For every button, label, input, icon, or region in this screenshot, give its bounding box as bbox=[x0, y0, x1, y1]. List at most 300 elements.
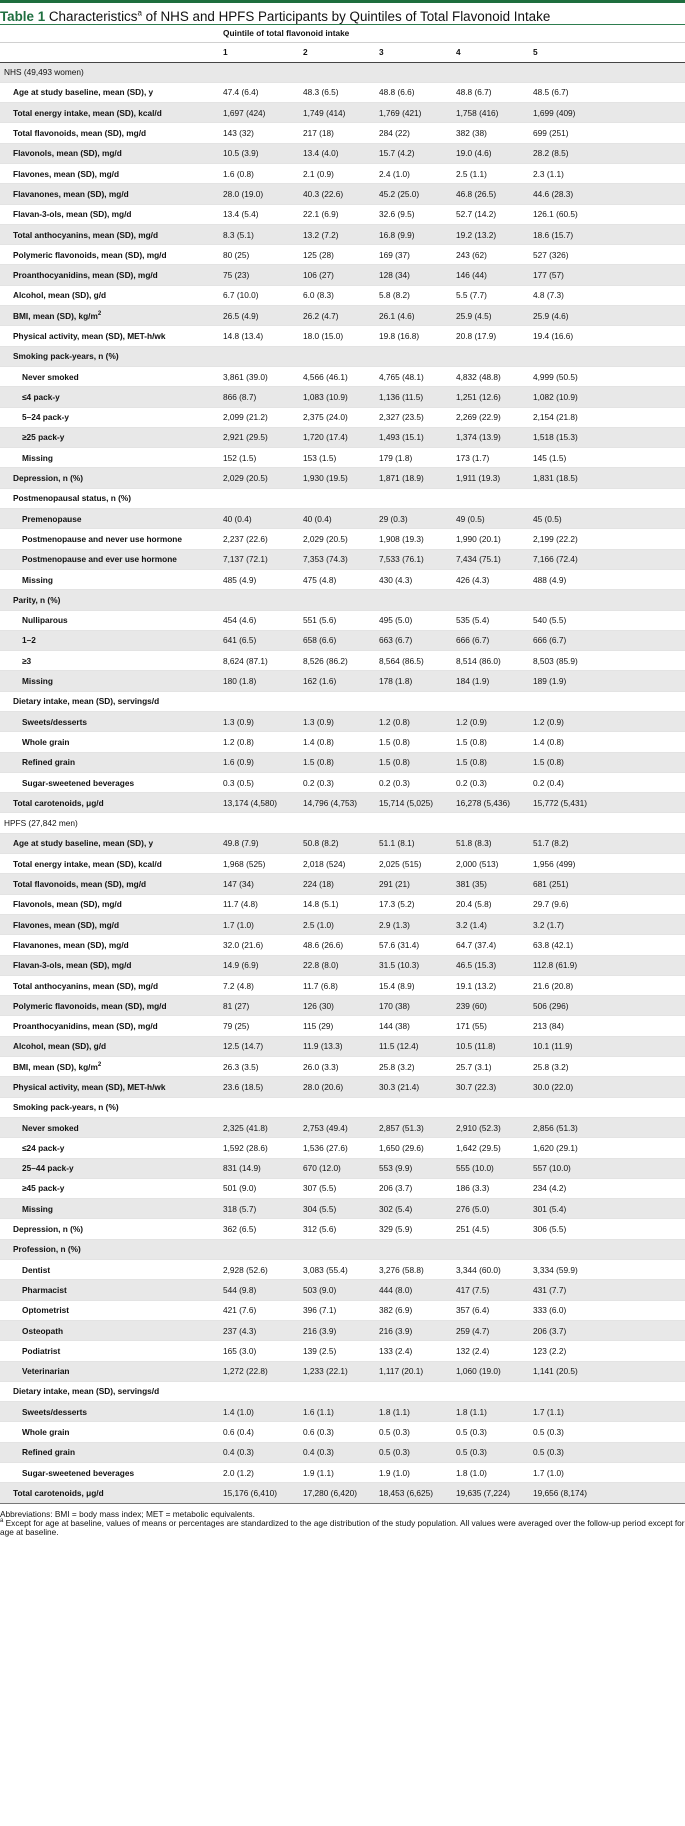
cell-value: 2.5 (1.1) bbox=[456, 163, 533, 183]
cell-value: 2,753 (49.4) bbox=[303, 1117, 379, 1137]
row-label-text: Postmenopausal status, n (%) bbox=[13, 493, 132, 504]
cell-value: 1.5 (0.8) bbox=[456, 732, 533, 752]
row-label-text: ≥45 pack-y bbox=[22, 1183, 65, 1194]
cell-value: 1,758 (416) bbox=[456, 103, 533, 123]
cell-value: 180 (1.8) bbox=[223, 671, 303, 691]
group-header-row bbox=[0, 1239, 685, 1259]
table-row bbox=[0, 651, 685, 671]
cell-value: 1.2 (0.8) bbox=[379, 712, 456, 732]
cell-value: 1,374 (13.9) bbox=[456, 427, 533, 447]
cell-value: 1,911 (19.3) bbox=[456, 468, 533, 488]
cell-value: 133 (2.4) bbox=[379, 1341, 456, 1361]
cell-value bbox=[303, 813, 379, 833]
row-label bbox=[0, 1138, 223, 1158]
cell-value: 333 (6.0) bbox=[533, 1300, 685, 1320]
cell-value: 13.4 (5.4) bbox=[223, 204, 303, 224]
row-label-text: 25–44 pack-y bbox=[22, 1163, 74, 1174]
table-row bbox=[0, 874, 685, 894]
cell-value: 49 (0.5) bbox=[456, 509, 533, 529]
cell-value: 64.7 (37.4) bbox=[456, 935, 533, 955]
cell-value: 51.1 (8.1) bbox=[379, 833, 456, 853]
cell-value: 19,656 (8,174) bbox=[533, 1483, 685, 1503]
cell-value: 2.4 (1.0) bbox=[379, 163, 456, 183]
cell-value: 143 (32) bbox=[223, 123, 303, 143]
quintile-header: 1 bbox=[223, 42, 303, 62]
cell-value: 1.6 (0.8) bbox=[223, 163, 303, 183]
cell-value: 527 (326) bbox=[533, 245, 685, 265]
cell-value: 51.8 (8.3) bbox=[456, 833, 533, 853]
cell-value bbox=[456, 813, 533, 833]
row-label bbox=[0, 1341, 223, 1361]
cell-value: 14.9 (6.9) bbox=[223, 955, 303, 975]
row-label-text: Total carotenoids, μg/d bbox=[13, 1487, 104, 1498]
cell-value: 551 (5.6) bbox=[303, 610, 379, 630]
cell-value: 259 (4.7) bbox=[456, 1320, 533, 1340]
cell-value: 1,831 (18.5) bbox=[533, 468, 685, 488]
cell-value bbox=[379, 1381, 456, 1401]
row-label bbox=[0, 691, 223, 711]
cell-value: 48.6 (26.6) bbox=[303, 935, 379, 955]
cell-value: 40 (0.4) bbox=[223, 509, 303, 529]
cell-value bbox=[533, 813, 685, 833]
cell-value: 0.5 (0.3) bbox=[456, 1422, 533, 1442]
unit-superscript: 2 bbox=[97, 310, 102, 317]
cell-value: 147 (34) bbox=[223, 874, 303, 894]
cell-value: 0.6 (0.3) bbox=[303, 1422, 379, 1442]
cell-value: 30.7 (22.3) bbox=[456, 1077, 533, 1097]
cell-value: 430 (4.3) bbox=[379, 569, 456, 589]
cell-value: 1,518 (15.3) bbox=[533, 427, 685, 447]
table-row bbox=[0, 184, 685, 204]
row-label-text: Missing bbox=[22, 676, 53, 687]
cell-value: 2,325 (41.8) bbox=[223, 1117, 303, 1137]
cell-value: 306 (5.5) bbox=[533, 1219, 685, 1239]
cell-value: 1.5 (0.8) bbox=[456, 752, 533, 772]
cell-value: 19.2 (13.2) bbox=[456, 224, 533, 244]
cell-value: 25.8 (3.2) bbox=[533, 1057, 685, 1077]
cell-value: 329 (5.9) bbox=[379, 1219, 456, 1239]
table-row bbox=[0, 772, 685, 792]
row-label bbox=[0, 610, 223, 630]
row-label-text: Flavanones, mean (SD), mg/d bbox=[13, 188, 129, 199]
cell-value bbox=[379, 1097, 456, 1117]
row-label bbox=[0, 468, 223, 488]
row-label-text: Flavonols, mean (SD), mg/d bbox=[13, 148, 122, 159]
cell-value: 7.2 (4.8) bbox=[223, 975, 303, 995]
cell-value: 40.3 (22.6) bbox=[303, 184, 379, 204]
row-label bbox=[0, 306, 223, 326]
cell-value: 165 (3.0) bbox=[223, 1341, 303, 1361]
table-row bbox=[0, 833, 685, 853]
cell-value: 13.4 (4.0) bbox=[303, 143, 379, 163]
cell-value: 1,968 (525) bbox=[223, 854, 303, 874]
cell-value: 318 (5.7) bbox=[223, 1199, 303, 1219]
table-row bbox=[0, 996, 685, 1016]
cell-value: 382 (6.9) bbox=[379, 1300, 456, 1320]
cell-value: 681 (251) bbox=[533, 874, 685, 894]
cell-value: 46.5 (15.3) bbox=[456, 955, 533, 975]
row-label bbox=[0, 184, 223, 204]
table-row bbox=[0, 935, 685, 955]
table-row bbox=[0, 448, 685, 468]
row-label-text: Alcohol, mean (SD), g/d bbox=[13, 290, 107, 301]
cell-value: 14.8 (5.1) bbox=[303, 894, 379, 914]
characteristics-table bbox=[0, 25, 685, 1504]
cell-value: 1,592 (28.6) bbox=[223, 1138, 303, 1158]
cell-value: 25.7 (3.1) bbox=[456, 1057, 533, 1077]
table-row bbox=[0, 285, 685, 305]
cell-value: 1,272 (22.8) bbox=[223, 1361, 303, 1381]
cell-value: 666 (6.7) bbox=[533, 630, 685, 650]
cell-value: 46.8 (26.5) bbox=[456, 184, 533, 204]
row-label bbox=[0, 1199, 223, 1219]
row-label bbox=[0, 833, 223, 853]
row-label bbox=[0, 1117, 223, 1137]
row-label bbox=[0, 1016, 223, 1036]
cell-value bbox=[379, 1239, 456, 1259]
row-label bbox=[0, 975, 223, 995]
row-label-text: ≥25 pack-y bbox=[22, 432, 65, 443]
table-row bbox=[0, 671, 685, 691]
row-label bbox=[0, 62, 223, 82]
table-row bbox=[0, 1422, 685, 1442]
cell-value: 11.7 (6.8) bbox=[303, 975, 379, 995]
row-label bbox=[0, 1260, 223, 1280]
table-row bbox=[0, 1117, 685, 1137]
cell-value bbox=[456, 691, 533, 711]
cell-value: 170 (38) bbox=[379, 996, 456, 1016]
row-label bbox=[0, 1178, 223, 1198]
row-label bbox=[0, 509, 223, 529]
cell-value: 2,000 (513) bbox=[456, 854, 533, 874]
cell-value: 52.7 (14.2) bbox=[456, 204, 533, 224]
cell-value: 19.0 (4.6) bbox=[456, 143, 533, 163]
cell-value: 145 (1.5) bbox=[533, 448, 685, 468]
cell-value bbox=[456, 1381, 533, 1401]
cell-value: 48.3 (6.5) bbox=[303, 82, 379, 102]
table-row bbox=[0, 1158, 685, 1178]
cell-value bbox=[379, 691, 456, 711]
cell-value bbox=[303, 590, 379, 610]
table-row bbox=[0, 1016, 685, 1036]
row-label bbox=[0, 914, 223, 934]
group-header-row bbox=[0, 346, 685, 366]
table-row bbox=[0, 468, 685, 488]
row-label-text: Flavan-3-ols, mean (SD), mg/d bbox=[13, 209, 132, 220]
cell-value: 237 (4.3) bbox=[223, 1320, 303, 1340]
header-row-quintiles bbox=[0, 42, 685, 62]
cell-value: 5.8 (8.2) bbox=[379, 285, 456, 305]
row-label bbox=[0, 245, 223, 265]
row-label bbox=[0, 569, 223, 589]
cell-value: 11.7 (4.8) bbox=[223, 894, 303, 914]
group-header-row bbox=[0, 1097, 685, 1117]
row-label bbox=[0, 793, 223, 813]
unit-superscript: 2 bbox=[97, 1061, 102, 1068]
cell-value: 304 (5.5) bbox=[303, 1199, 379, 1219]
cell-value: 2,099 (21.2) bbox=[223, 407, 303, 427]
cell-value: 3,083 (55.4) bbox=[303, 1260, 379, 1280]
cell-value: 1,251 (12.6) bbox=[456, 387, 533, 407]
cell-value: 666 (6.7) bbox=[456, 630, 533, 650]
cell-value: 553 (9.9) bbox=[379, 1158, 456, 1178]
cell-value: 1,720 (17.4) bbox=[303, 427, 379, 447]
table-row bbox=[0, 1341, 685, 1361]
cell-value: 216 (3.9) bbox=[379, 1320, 456, 1340]
row-label-text: Polymeric flavonoids, mean (SD), mg/d bbox=[13, 1000, 167, 1011]
cell-value: 0.2 (0.3) bbox=[456, 772, 533, 792]
cell-value: 866 (8.7) bbox=[223, 387, 303, 407]
cell-value: 506 (296) bbox=[533, 996, 685, 1016]
cell-value: 178 (1.8) bbox=[379, 671, 456, 691]
cell-value: 2,375 (24.0) bbox=[303, 407, 379, 427]
cell-value: 179 (1.8) bbox=[379, 448, 456, 468]
row-label bbox=[0, 529, 223, 549]
cell-value: 1,908 (19.3) bbox=[379, 529, 456, 549]
table-row bbox=[0, 1483, 685, 1503]
row-label-text: Total energy intake, mean (SD), kcal/d bbox=[13, 858, 162, 869]
cell-value: 0.5 (0.3) bbox=[533, 1442, 685, 1462]
cell-value: 45.2 (25.0) bbox=[379, 184, 456, 204]
cell-value: 1.5 (0.8) bbox=[379, 752, 456, 772]
table-row bbox=[0, 975, 685, 995]
table-row bbox=[0, 123, 685, 143]
row-label bbox=[0, 1036, 223, 1056]
row-label-text: HPFS (27,842 men) bbox=[4, 818, 78, 829]
cell-value: 1,930 (19.5) bbox=[303, 468, 379, 488]
row-label bbox=[0, 732, 223, 752]
cell-value: 15,772 (5,431) bbox=[533, 793, 685, 813]
cell-value: 79 (25) bbox=[223, 1016, 303, 1036]
cell-value: 0.4 (0.3) bbox=[223, 1442, 303, 1462]
cell-value: 475 (4.8) bbox=[303, 569, 379, 589]
cell-value: 153 (1.5) bbox=[303, 448, 379, 468]
row-label-text: Veterinarian bbox=[22, 1366, 70, 1377]
row-label-text: Smoking pack-years, n (%) bbox=[13, 1102, 119, 1113]
cell-value: 1.9 (1.0) bbox=[379, 1462, 456, 1482]
cell-value bbox=[303, 1381, 379, 1401]
cell-value: 421 (7.6) bbox=[223, 1300, 303, 1320]
row-label-text: ≥3 bbox=[22, 655, 32, 666]
cell-value: 29.7 (9.6) bbox=[533, 894, 685, 914]
cell-value: 8.3 (5.1) bbox=[223, 224, 303, 244]
cell-value: 169 (37) bbox=[379, 245, 456, 265]
row-label bbox=[0, 1239, 223, 1259]
header-blank bbox=[0, 42, 223, 62]
cell-value: 2,928 (52.6) bbox=[223, 1260, 303, 1280]
row-label bbox=[0, 1219, 223, 1239]
row-label-text: Profession, n (%) bbox=[13, 1244, 81, 1255]
table-row bbox=[0, 793, 685, 813]
table-row bbox=[0, 1402, 685, 1422]
cell-value bbox=[456, 1239, 533, 1259]
cell-value bbox=[303, 1097, 379, 1117]
table-row bbox=[0, 306, 685, 326]
cell-value: 15,714 (5,025) bbox=[379, 793, 456, 813]
cell-value: 426 (4.3) bbox=[456, 569, 533, 589]
cell-value: 18.0 (15.0) bbox=[303, 326, 379, 346]
row-label bbox=[0, 346, 223, 366]
cell-value: 30.3 (21.4) bbox=[379, 1077, 456, 1097]
row-label-text: Polymeric flavonoids, mean (SD), mg/d bbox=[13, 249, 167, 260]
cell-value bbox=[533, 346, 685, 366]
cell-value: 18.6 (15.7) bbox=[533, 224, 685, 244]
row-label bbox=[0, 772, 223, 792]
cell-value: 29 (0.3) bbox=[379, 509, 456, 529]
row-label bbox=[0, 265, 223, 285]
cell-value bbox=[303, 62, 379, 82]
cell-value: 1.8 (1.1) bbox=[456, 1402, 533, 1422]
cell-value: 4,566 (46.1) bbox=[303, 366, 379, 386]
row-label bbox=[0, 123, 223, 143]
row-label-text: Pharmacist bbox=[22, 1284, 67, 1295]
cell-value: 19,635 (7,224) bbox=[456, 1483, 533, 1503]
footnote-marker: a bbox=[0, 1518, 4, 1525]
row-label-text: Sweets/desserts bbox=[22, 716, 88, 727]
row-label-text: BMI, mean (SD), kg/m bbox=[13, 310, 98, 321]
cell-value bbox=[533, 488, 685, 508]
cell-value: 0.2 (0.3) bbox=[379, 772, 456, 792]
cell-value: 206 (3.7) bbox=[379, 1178, 456, 1198]
cell-value: 1.4 (0.8) bbox=[533, 732, 685, 752]
row-label bbox=[0, 1077, 223, 1097]
cell-value: 382 (38) bbox=[456, 123, 533, 143]
row-label bbox=[0, 1462, 223, 1482]
cell-value: 431 (7.7) bbox=[533, 1280, 685, 1300]
cell-value: 2,237 (22.6) bbox=[223, 529, 303, 549]
row-label-text: Flavonols, mean (SD), mg/d bbox=[13, 899, 122, 910]
cell-value: 1.2 (0.8) bbox=[223, 732, 303, 752]
row-label-text: Dietary intake, mean (SD), servings/d bbox=[13, 1386, 160, 1397]
table-row bbox=[0, 1199, 685, 1219]
cell-value bbox=[223, 1239, 303, 1259]
group-header-row bbox=[0, 488, 685, 508]
cell-value: 115 (29) bbox=[303, 1016, 379, 1036]
cell-value: 26.0 (3.3) bbox=[303, 1057, 379, 1077]
group-header-row bbox=[0, 590, 685, 610]
cell-value: 1.5 (0.8) bbox=[379, 732, 456, 752]
table-title bbox=[0, 3, 685, 24]
table-row bbox=[0, 955, 685, 975]
cell-value: 2.3 (1.1) bbox=[533, 163, 685, 183]
cell-value: 25.9 (4.6) bbox=[533, 306, 685, 326]
title-text-rest: of NHS and HPFS Participants by Quintiles of Total Flavonoid Intake bbox=[141, 9, 551, 24]
cell-value: 503 (9.0) bbox=[303, 1280, 379, 1300]
quintile-header: 3 bbox=[379, 42, 456, 62]
cell-value: 1,493 (15.1) bbox=[379, 427, 456, 447]
table-row bbox=[0, 1462, 685, 1482]
cell-value bbox=[223, 62, 303, 82]
table-row bbox=[0, 1260, 685, 1280]
cell-value: 19.4 (16.6) bbox=[533, 326, 685, 346]
cell-value: 3,861 (39.0) bbox=[223, 366, 303, 386]
cell-value: 17,280 (6,420) bbox=[303, 1483, 379, 1503]
cell-value: 362 (6.5) bbox=[223, 1219, 303, 1239]
section-header-row bbox=[0, 813, 685, 833]
cell-value bbox=[533, 1381, 685, 1401]
row-label bbox=[0, 1280, 223, 1300]
cell-value: 189 (1.9) bbox=[533, 671, 685, 691]
row-label bbox=[0, 1057, 223, 1077]
cell-value: 63.8 (42.1) bbox=[533, 935, 685, 955]
row-label-text: Total flavonoids, mean (SD), mg/d bbox=[13, 128, 147, 139]
cell-value: 1,536 (27.6) bbox=[303, 1138, 379, 1158]
cell-value: 291 (21) bbox=[379, 874, 456, 894]
cell-value: 2.1 (0.9) bbox=[303, 163, 379, 183]
row-label-text: Depression, n (%) bbox=[13, 473, 84, 484]
cell-value: 1.9 (1.1) bbox=[303, 1462, 379, 1482]
cell-value: 12.5 (14.7) bbox=[223, 1036, 303, 1056]
cell-value bbox=[456, 590, 533, 610]
cell-value: 1,083 (10.9) bbox=[303, 387, 379, 407]
cell-value: 23.6 (18.5) bbox=[223, 1077, 303, 1097]
section-header-row bbox=[0, 62, 685, 82]
cell-value: 1,871 (18.9) bbox=[379, 468, 456, 488]
table-row bbox=[0, 569, 685, 589]
cell-value bbox=[533, 1239, 685, 1259]
row-label bbox=[0, 590, 223, 610]
table-row bbox=[0, 914, 685, 934]
cell-value: 184 (1.9) bbox=[456, 671, 533, 691]
table-row bbox=[0, 1280, 685, 1300]
cell-value: 1,749 (414) bbox=[303, 103, 379, 123]
row-label-text: 5–24 pack-y bbox=[22, 412, 70, 423]
table-row bbox=[0, 894, 685, 914]
cell-value: 831 (14.9) bbox=[223, 1158, 303, 1178]
row-label-text: Dietary intake, mean (SD), servings/d bbox=[13, 696, 160, 707]
row-label bbox=[0, 448, 223, 468]
cell-value: 4,765 (48.1) bbox=[379, 366, 456, 386]
cell-value: 1.3 (0.9) bbox=[303, 712, 379, 732]
table-row bbox=[0, 1138, 685, 1158]
cell-value: 1,697 (424) bbox=[223, 103, 303, 123]
cell-value: 123 (2.2) bbox=[533, 1341, 685, 1361]
table-row bbox=[0, 1057, 685, 1077]
cell-value: 0.6 (0.4) bbox=[223, 1422, 303, 1442]
row-label bbox=[0, 813, 223, 833]
cell-value: 2,029 (20.5) bbox=[303, 529, 379, 549]
row-label bbox=[0, 103, 223, 123]
cell-value: 30.0 (22.0) bbox=[533, 1077, 685, 1097]
cell-value: 16.8 (9.9) bbox=[379, 224, 456, 244]
cell-value: 1,990 (20.1) bbox=[456, 529, 533, 549]
row-label bbox=[0, 712, 223, 732]
row-label-text: Osteopath bbox=[22, 1325, 64, 1336]
table-row bbox=[0, 245, 685, 265]
cell-value: 44.6 (28.3) bbox=[533, 184, 685, 204]
cell-value: 1,620 (29.1) bbox=[533, 1138, 685, 1158]
title-footnote-marker: a bbox=[137, 8, 142, 18]
cell-value: 48.5 (6.7) bbox=[533, 82, 685, 102]
cell-value: 3.2 (1.7) bbox=[533, 914, 685, 934]
cell-value: 485 (4.9) bbox=[223, 569, 303, 589]
cell-value: 31.5 (10.3) bbox=[379, 955, 456, 975]
row-label bbox=[0, 752, 223, 772]
row-label-text: Optometrist bbox=[22, 1305, 70, 1316]
row-label-text: Sugar-sweetened beverages bbox=[22, 777, 135, 788]
cell-value: 2,154 (21.8) bbox=[533, 407, 685, 427]
cell-value: 126 (30) bbox=[303, 996, 379, 1016]
cell-value: 1,060 (19.0) bbox=[456, 1361, 533, 1381]
cell-value: 206 (3.7) bbox=[533, 1320, 685, 1340]
cell-value: 2,327 (23.5) bbox=[379, 407, 456, 427]
row-label-text: Dentist bbox=[22, 1264, 51, 1275]
cell-value: 301 (5.4) bbox=[533, 1199, 685, 1219]
cell-value: 0.5 (0.3) bbox=[533, 1422, 685, 1442]
cell-value: 10.1 (11.9) bbox=[533, 1036, 685, 1056]
table-row bbox=[0, 265, 685, 285]
cell-value: 0.2 (0.3) bbox=[303, 772, 379, 792]
